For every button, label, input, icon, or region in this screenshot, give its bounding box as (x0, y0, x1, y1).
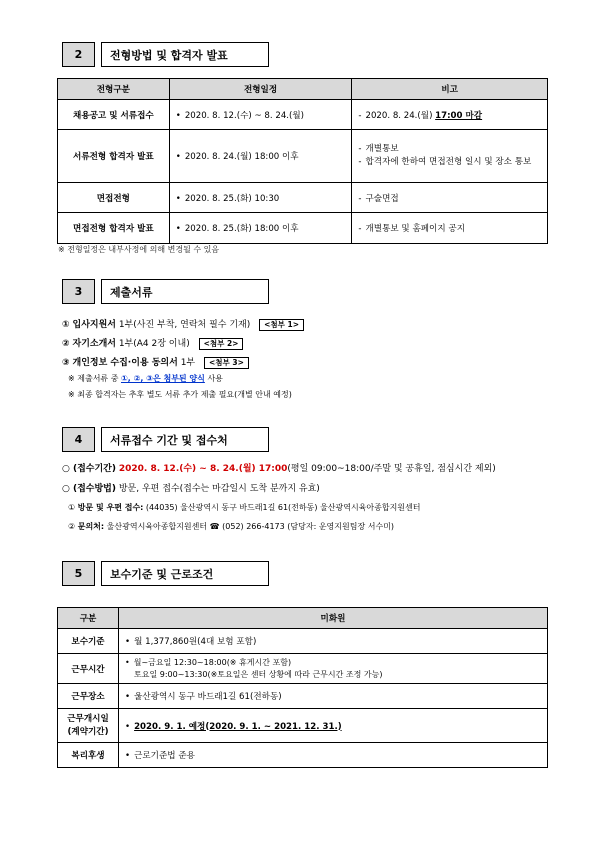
table-row (58, 183, 548, 213)
attachment-tag: <첨부 1> (259, 319, 304, 331)
deadline-text: 17:00 마감 (435, 110, 483, 121)
row-kind: 채용공고 및 서류접수 (58, 100, 170, 130)
row-schedule: • 2020. 8. 12.(수) ~ 8. 24.(월) (176, 111, 304, 121)
period-dates: 2020. 8. 12.(수) ~ 8. 24.(월) 17:00 (118, 464, 288, 474)
section-title: 보수기준 및 근로조건 (101, 561, 269, 586)
section-number: 2 (62, 42, 95, 67)
section-3-header (62, 279, 269, 304)
table-row (58, 684, 548, 709)
item-name: 자기소개서 (72, 339, 116, 349)
doc-item (62, 317, 304, 331)
doc-item (62, 355, 249, 369)
item-desc: 1부(사진 부착, 연락처 필수 기재) (115, 320, 251, 330)
row-label: 복리후생 (58, 743, 119, 768)
table-row (58, 743, 548, 768)
section-5-header (62, 561, 269, 586)
item-mark: ① (62, 320, 70, 330)
item-desc: 1부(A4 2장 이내) (115, 339, 190, 349)
row-kind: 면접전형 (58, 183, 170, 213)
row-schedule: • 2020. 8. 25.(화) 18:00 이후 (176, 224, 299, 234)
row-value: • 월~금요일 12:30~18:00(※ 휴게시간 포함) (125, 657, 547, 669)
contact-label: 문의처: (77, 522, 105, 531)
row-label: (계약기간) (67, 726, 109, 737)
period-line (62, 461, 496, 474)
col-header: 구분 (58, 608, 119, 629)
row-kind: 면접전형 합격자 발표 (58, 213, 170, 244)
item-mark: ① (68, 503, 76, 512)
section-title: 제출서류 (101, 279, 269, 304)
col-header: 미화원 (119, 608, 548, 629)
note-text: ※ 제출서류 중 (68, 374, 121, 383)
method-detail: 방문, 우편 접수(접수는 마감일시 도착 분까지 유효) (116, 484, 320, 494)
row-value: 2020. 9. 1. 예정(2020. 9. 1. ~ 2021. 12. 31.) (134, 721, 342, 732)
item-desc: 1부 (177, 358, 196, 368)
contact-line (68, 521, 394, 532)
docs-note: ※ 최종 합격자는 추후 별도 서류 추가 제출 필요(개별 안내 예정) (68, 390, 292, 399)
section-2-header (62, 42, 269, 67)
row-note: 합격자에 한하여 면접전형 일시 및 장소 통보 (365, 157, 532, 167)
table-row (58, 629, 548, 654)
period-detail: (평일 09:00~18:00/주말 및 공휴일, 점심시간 제외) (287, 464, 496, 474)
section-number: 5 (62, 561, 95, 586)
row-value: • 근로기준법 준용 (125, 751, 195, 761)
table-row: 서류전형 합격자 발표 • 2020. 8. 24.(월) 18:00 이후 - 개별통보 - 합격자에 한하여 면접전형 일시 및 장소 통보 (58, 130, 548, 183)
section-number: 3 (62, 279, 95, 304)
method-line (62, 481, 320, 494)
section-4-header (62, 427, 269, 452)
row-note: - 2020. 8. 24.(월) (358, 111, 435, 121)
section-title: 전형방법 및 합격자 발표 (101, 42, 269, 67)
item-name: 입사지원서 (72, 320, 116, 330)
row-note: - 개별통보 및 홈페이지 공지 (358, 224, 465, 234)
row-note: - 구술면접 (358, 194, 398, 204)
note-text: 사용 (204, 374, 223, 383)
table-row (58, 100, 548, 130)
col-header: 비고 (352, 79, 548, 100)
row-value: 토요일 9:00~13:30(※토요일은 센터 상황에 따라 근무시간 조정 가능) (134, 669, 383, 679)
item-mark: ③ (62, 358, 70, 368)
section-title: 서류접수 기간 및 접수처 (101, 427, 269, 452)
item-name: 개인정보 수집·이용 동의서 (72, 358, 178, 368)
method-label: ○ (접수방법) (62, 484, 116, 494)
row-schedule: • 2020. 8. 24.(월) 18:00 이후 (176, 152, 299, 162)
col-header: 전형구분 (58, 79, 170, 100)
row-value: • 울산광역시 동구 바드래1길 61(전하동) (125, 692, 282, 702)
section-number: 4 (62, 427, 95, 452)
schedule-footnote: ※ 전형일정은 내부사정에 의해 변경될 수 있음 (58, 245, 220, 254)
col-header: 전형일정 (169, 79, 352, 100)
conditions-table (57, 607, 548, 768)
row-note: - 개별통보 (358, 143, 547, 156)
address-line (68, 502, 421, 513)
row-value: • 월 1,377,860원(4대 보험 포함) (125, 637, 256, 647)
table-row: 근무개시일 (계약기간) • 2020. 9. 1. 예정(2020. 9. 1. ~ 2021. 12. 31.) (58, 709, 548, 743)
row-label: 보수기준 (58, 629, 119, 654)
doc-item (62, 336, 243, 350)
table-row (58, 213, 548, 244)
item-mark: ② (68, 522, 76, 531)
contact-text: 울산광역시육아종합지원센터 ☎ (052) 266-4173 (담당자: 운영지원팀장 서수미) (104, 522, 395, 531)
attachment-tag: <첨부 3> (204, 357, 249, 369)
period-label: ○ (접수기간) (62, 464, 116, 474)
docs-note (68, 373, 223, 384)
attachment-link: ①, ②, ③은 첨부된 양식 (120, 374, 205, 383)
attachment-tag: <첨부 2> (199, 338, 244, 350)
row-label: 근무시간 (58, 654, 119, 684)
row-label: 근무개시일 (67, 713, 109, 724)
row-kind: 서류전형 합격자 발표 (58, 130, 170, 183)
address-text: (44035) 울산광역시 동구 바드래1길 61(전하동) 울산광역시육아종합지원센터 (143, 503, 421, 512)
address-label: 방문 및 우편 접수: (77, 503, 144, 512)
row-label: 근무장소 (58, 684, 119, 709)
row-schedule: • 2020. 8. 25.(화) 10:30 (176, 194, 280, 204)
table-row (58, 654, 548, 684)
item-mark: ② (62, 339, 70, 349)
schedule-table (57, 78, 548, 244)
